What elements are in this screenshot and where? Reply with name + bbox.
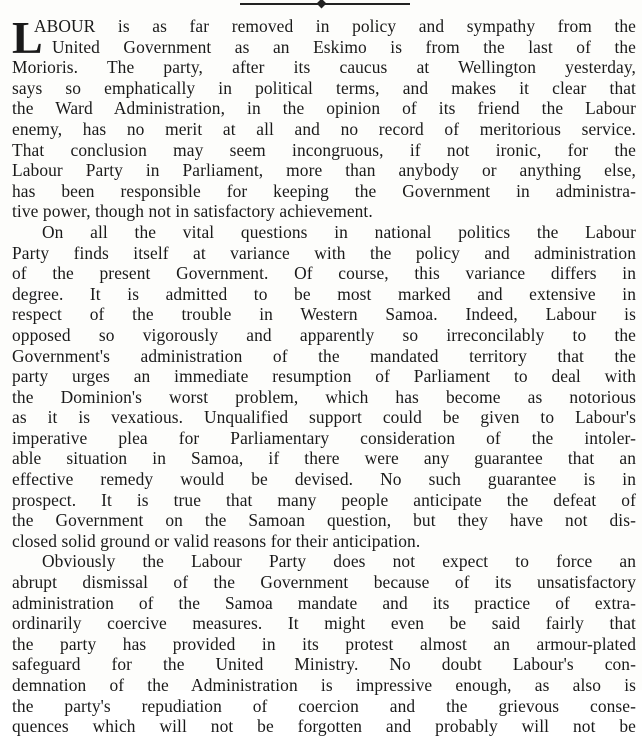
paragraph-1-line-6: enemy, has no merit at all and no record of meritorious service. <box>12 118 636 139</box>
drop-cap: L <box>12 12 43 63</box>
paragraph-2-line-10: as it is vexatious. Unqualified support could be given to Labour's <box>12 407 636 428</box>
paragraph-1 <box>12 12 636 222</box>
paragraph-2-line-15: the Government on the Samoan question, but they have not dis- <box>12 510 636 531</box>
paragraph-2-line-16: closed solid ground or valid reasons for their anticipation. <box>12 530 421 551</box>
paragraph-2-line-3: of the present Government. Of course, this variance differs in <box>12 263 636 284</box>
paragraph-1-line-4: says so emphatically in political terms, and makes it clear that <box>12 77 636 98</box>
paragraph-1-line-5: the Ward Administration, in the opinion of its friend the Labour <box>12 98 636 119</box>
paragraph-1-line-9: has been responsible for keeping the Government in administra- <box>12 180 636 201</box>
paragraph-1-line-3: Morioris. The party, after its caucus at Wellington yesterday, <box>12 57 636 78</box>
paragraph-2-line-5: respect of the trouble in Western Samoa. Indeed, Labour is <box>12 304 636 325</box>
article-column <box>12 12 636 737</box>
paragraph-2-line-11: imperative plea for Parliamentary consideration of the intoler- <box>12 427 636 448</box>
paragraph-2-line-8: party urges an immediate resumption of Parliament to deal with <box>12 366 636 387</box>
paragraph-2-line-7: Government's administration of the mandated territory that the <box>12 345 636 366</box>
paragraph-3-line-3: administration of the Samoa mandate and its practice of extra- <box>12 592 636 613</box>
paragraph-2-line-9: the Dominion's worst problem, which has become as notorious <box>12 386 636 407</box>
paragraph-2-line-1: On all the vital questions in national politics the Labour <box>42 221 636 242</box>
paragraph-3-line-4: ordinarily coercive measures. It might even be said fairly that <box>12 613 636 634</box>
paragraph-1-line-7: That conclusion may seem incongruous, if not ironic, for the <box>12 139 636 160</box>
paragraph-1-line-1: ABOUR is as far removed in policy and sympathy from the <box>34 16 636 36</box>
paragraph-2 <box>12 222 636 552</box>
paragraph-2-line-2: Party finds itself at variance with the policy and administration <box>12 242 636 263</box>
paragraph-1-line-10: tive power, though not in satisfactory achievement. <box>12 201 373 222</box>
paragraph-3-line-5: the party has provided in its protest almost an armour-plated <box>12 633 636 654</box>
paragraph-2-line-13: effective remedy would be devised. No such guarantee is in <box>12 469 636 490</box>
header-rule-ornament <box>317 0 327 8</box>
paragraph-3-line-8: the party's repudiation of coercion and the grievous conse- <box>12 695 636 716</box>
paragraph-2-line-14: prospect. It is true that many people anticipate the defeat of <box>12 489 636 510</box>
paragraph-2-line-6: opposed so vigorously and apparently so irreconcilably to the <box>12 324 636 345</box>
paragraph-3-line-6: safeguard for the United Ministry. No doubt Labour's con- <box>12 654 636 675</box>
paragraph-3-line-1: Obviously the Labour Party does not expect to force an <box>42 551 636 572</box>
paragraph-3-line-9: quences which will not be forgotten and probably will not be <box>12 716 636 737</box>
paragraph-1-line-8: Labour Party in Parliament, more than anybody or anything else, <box>12 160 636 181</box>
paragraph-2-line-12: able situation in Samoa, if there were any guarantee that an <box>12 448 636 469</box>
paragraph-3-line-7: demnation of the Administration is impressive enough, as also is <box>12 675 636 695</box>
paragraph-3 <box>12 551 636 736</box>
paragraph-3-line-2: abrupt dismissal of the Government because of its unsatisfactory <box>12 572 636 593</box>
paragraph-2-line-4: degree. It is admitted to be most marked and extensive in <box>12 283 636 304</box>
paragraph-1-line-2: United Government as an Eskimo is from the last of the <box>52 36 636 57</box>
